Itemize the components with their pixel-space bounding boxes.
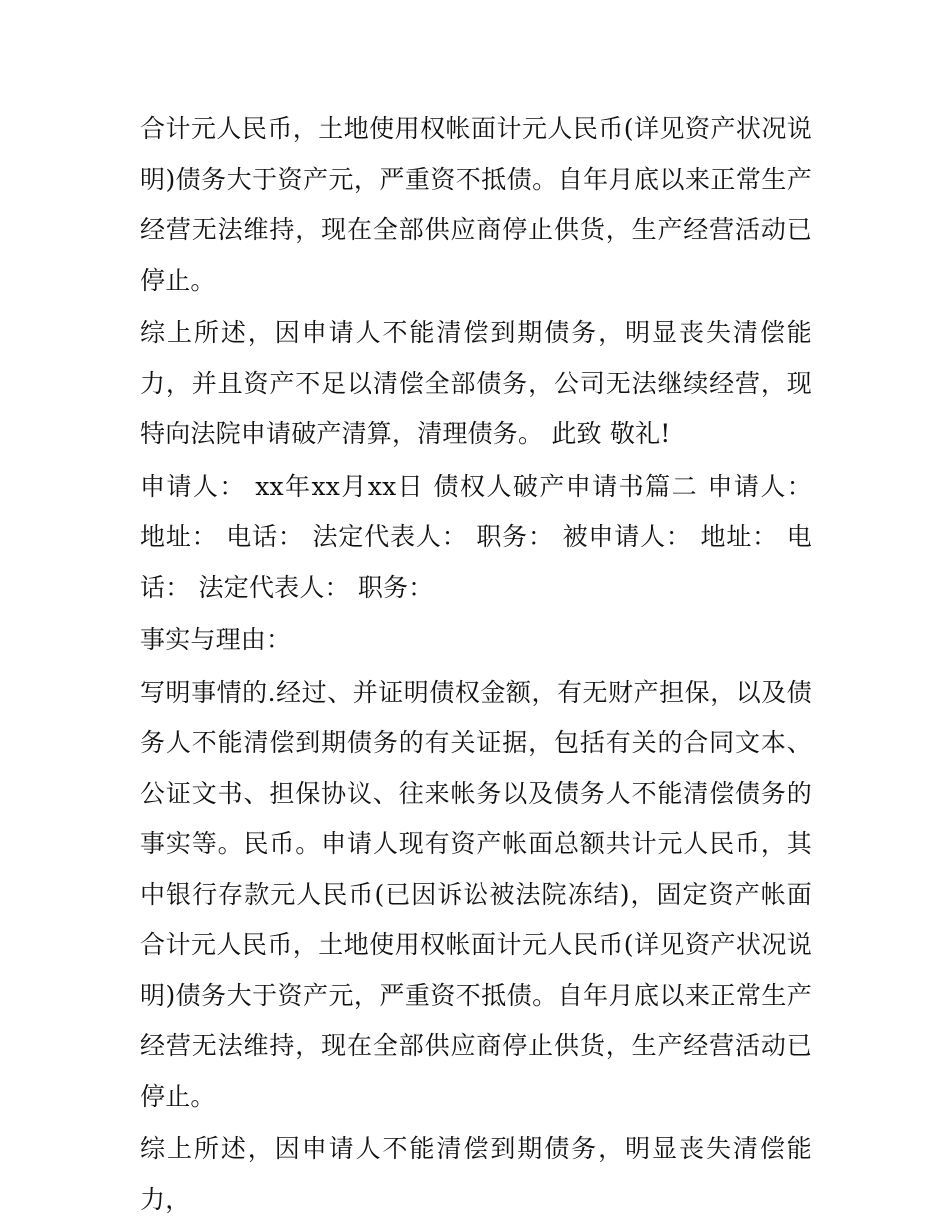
paragraph-applicant-info: 申请人： xx年xx月xx日 债权人破产申请书篇二 申请人： 地址： 电话： 法定代表人： 职务： 被申请人： 地址： 电话： 法定代表人： 职务：: [140, 471, 812, 602]
paragraph-conclusion-repeat: 综上所述，因申请人不能清偿到期债务，明显丧失清偿能力，: [140, 1134, 812, 1214]
paragraph-facts-heading: 事实与理由：: [140, 625, 292, 654]
paragraph-assets-summary: 合计元人民币，土地使用权帐面计元人民币(详见资产状况说明)债务大于资产元，严重资不抵债。自年月底以来正常生产经营无法维持，现在全部供应商停止供货，生产经营活动已停止。: [140, 114, 812, 295]
document-body: [140, 104, 812, 1227]
paragraph-conclusion: 综上所述，因申请人不能清偿到期债务，明显丧失清偿能力，并且资产不足以清偿全部债务，公司无法继续经营，现特向法院申请破产清算，清理债务。 此致 敬礼!: [140, 318, 812, 448]
paragraph-facts-body: 写明事情的.经过、并证明债权金额，有无财产担保，以及债务人不能清偿到期债务的有关证据，包括有关的合同文本、公证文书、担保协议、往来帐务以及债务人不能清偿债务的事实等。民币。申请人现有资产帐面总额共计元人民币，其中银行存款元人民币(已因诉讼被法院冻结)，固定资产帐面合计元人民币，土地使用权帐面计元人民币(详见资产状况说明)债务大于资产元，严重资不抵债。自年月底以来正常生产经营无法维持，现在全部供应商停止供货，生产经营活动已停止。: [140, 677, 812, 1111]
